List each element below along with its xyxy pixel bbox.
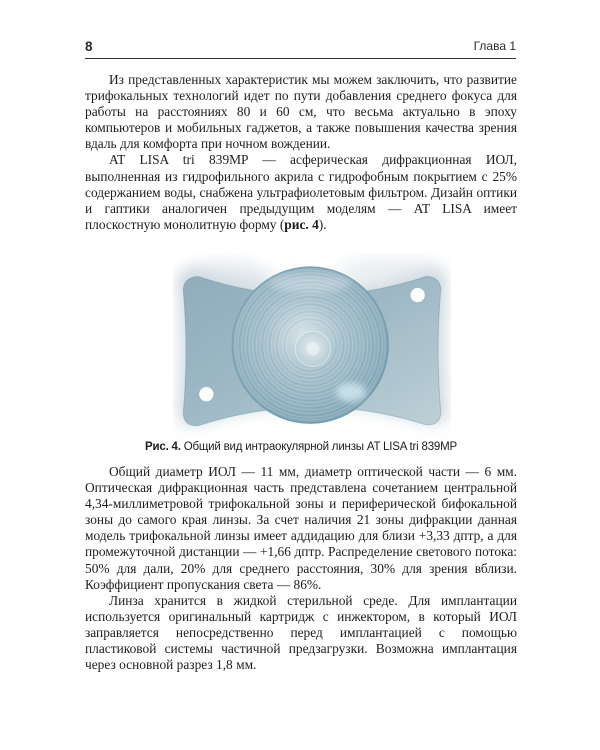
- chapter-title: Глава 1: [473, 39, 516, 53]
- figure-reference: рис. 4: [284, 216, 319, 232]
- page-number: 8: [85, 39, 93, 54]
- lens-optic: [231, 266, 389, 424]
- at-lisa-tri-839mp-intraocular-lens-photo: [173, 253, 451, 439]
- paragraph-2-text-end: ).: [318, 216, 327, 232]
- figure-caption-label: Рис. 4.: [145, 440, 181, 453]
- figure-caption-text: Общий вид интраокулярной линзы AT LISA tri 839MP: [180, 440, 457, 453]
- paragraph-1: Из представленных характеристик мы можем заключить, что развитие трифокальных технологий идет по пути добавления среднего фокуса для работы на расстояниях 80 и 60 см, что весьма актуально в эпоху компьютеров и мобильных гаджетов, а также повышения качества зрения вдаль для комфорта при ночном вождении.: [85, 72, 517, 152]
- haptic-hole-top-right: [410, 288, 425, 303]
- haptic-hole-bottom-left: [199, 387, 214, 402]
- optic-top-sheen: [269, 274, 351, 293]
- paragraph-4: Линза хранится в жидкой стерильной среде. Для имплантации используется оригинальный картридж с инжектором, в который ИОЛ заправляется непосредственно перед имплантацией с помощью пластиковой системы частичной предзагрузки. Возможна имплантация через основной разрез 1,8 мм.: [85, 592, 517, 673]
- paragraph-2: [85, 152, 517, 232]
- figure-caption: [85, 441, 517, 453]
- page-header: [85, 40, 516, 59]
- optic-glare-highlight: [336, 383, 366, 402]
- page-content: [85, 72, 517, 673]
- lens-figure: [85, 253, 517, 453]
- paragraph-2-text: AT LISA tri 839MP — асферическая дифракционная ИОЛ, выполненная из гидрофильного акрила с гидрофобным покрытием с 25% содержанием воды, снабжена ультрафиолетовым фильтром. Дизайн оптики и гаптики аналогичен предыдущим моделям — AT LISA имеет плоскостную монолитную форму (: [85, 152, 517, 232]
- paragraph-3: Общий диаметр ИОЛ — 11 мм, диаметр оптической части — 6 мм. Оптическая дифракционная часть представлена сочетанием центральной 4,34-миллиметровой трифокальной зоны и периферической бифокальной зоны до самого края линзы. За счет наличия 21 зоны дифракции данная модель трифокальной линзы имеет аддидацию для близи +3,33 дптр, а для промежуточной дистанции — +1,66 дптр. Распределение светового потока: 50% для дали, 20% для среднего расстояния, 30% для зрения вблизи. Коэффициент пропускания света — 86%.: [85, 463, 517, 592]
